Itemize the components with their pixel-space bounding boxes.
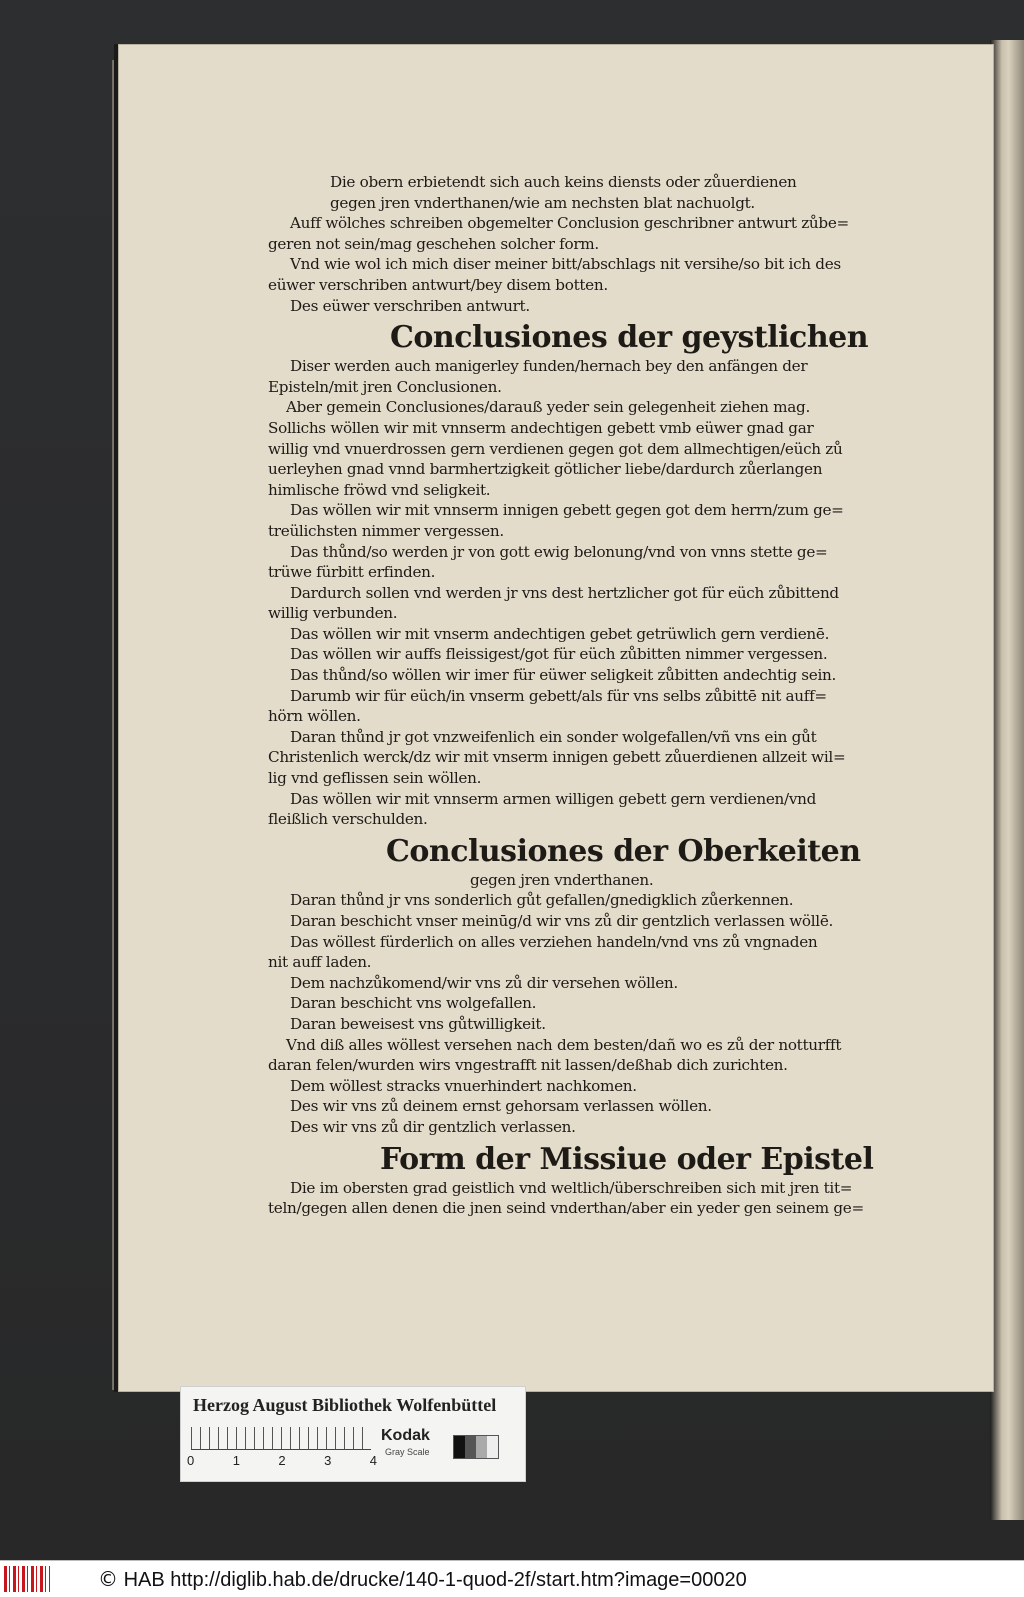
section-heading: Form der Missiue oder Epistel — [380, 1141, 874, 1177]
text-line: Dardurch sollen vnd werden jr vns dest hertzlicher got für eüch zůbittend — [290, 583, 839, 602]
text-line: eüwer verschriben antwurt/bey disem botten. — [268, 275, 608, 294]
text-line: Auff wölches schreiben obgemelter Conclusion geschribner antwurt zůbe= — [290, 214, 849, 233]
barcode-icon — [4, 1566, 50, 1592]
text-line: fleißlich verschulden. — [268, 810, 428, 829]
text-line: Des wir vns zů dir gentzlich verlassen. — [290, 1117, 576, 1136]
text-line: gegen jren vnderthanen/wie am nechsten blat nachuolgt. — [330, 193, 755, 212]
color-calibration-bar — [180, 1386, 526, 1482]
text-line: willig vnd vnuerdrossen gern verdienen gegen got dem allmechtigen/eüch zů — [268, 439, 843, 458]
text-line: teln/gegen allen denen die jnen seind vnderthan/aber ein yeder gen seinem ge= — [268, 1199, 864, 1218]
text-line: nit auff laden. — [268, 953, 372, 972]
scale-number: 3 — [324, 1453, 332, 1468]
text-line: himlische fröwd vnd seligkeit. — [268, 480, 491, 499]
text-line: Daran beschicht vnser meinūg/d wir vns zů dir gentzlich verlassen wöllē. — [290, 912, 834, 930]
text-line: Christenlich werck/dz wir mit vnserm innigen gebett zůuerdienen allzeit wil= — [268, 748, 846, 767]
text-line: Die obern erbietendt sich auch keins diensts oder zůuerdienen — [330, 173, 797, 191]
text-line: Das wöllen wir mit vnnserm innigen gebett gegen got dem herrn/zum ge= — [290, 501, 844, 520]
footer-url[interactable]: HAB http://diglib.hab.de/drucke/140-1-quod-2f/start.htm?image=00020 — [123, 1569, 747, 1591]
text-line: Episteln/mit jren Conclusionen. — [268, 377, 502, 396]
text-line: treülichsten nimmer vergessen. — [268, 521, 504, 540]
text-line: Das wöllen wir mit vnserm andechtigen gebet getrüwlich gern verdienē. — [290, 624, 830, 643]
scale-number: 0 — [187, 1453, 195, 1468]
text-line: Das thůnd/so wöllen wir imer für eüwer seligkeit zůbitten andechtig sein. — [290, 666, 837, 685]
text-line: Des wir vns zů deinem ernst gehorsam verlassen wöllen. — [290, 1097, 712, 1116]
text-line: willig verbunden. — [268, 604, 398, 623]
text-line: lig vnd geflissen sein wöllen. — [268, 769, 482, 788]
text-line: Das wöllest fürderlich on alles verziehen handeln/vnd vns zů vngnaden — [290, 932, 818, 951]
kodak-logo: Kodak — [381, 1427, 430, 1444]
text-line: daran felen/wurden wirs vngestrafft nit lassen/deßhab dich zurichten. — [268, 1056, 788, 1075]
text-line: Darumb wir für eüch/in vnserm gebett/als für vns selbs zůbittē nit auff= — [290, 686, 827, 705]
text-line: Aber gemein Conclusiones/darauß yeder sein gelegenheit ziehen mag. — [286, 398, 810, 417]
text-line: Das thůnd/so werden jr von gott ewig belonung/vnd von vnns stette ge= — [290, 542, 828, 561]
text-line: Vnd wie wol ich mich diser meiner bitt/abschlags nit versihe/so bit ich des — [290, 255, 841, 274]
scale-number: 4 — [369, 1453, 377, 1468]
section-heading: Conclusiones der geystlichen — [390, 320, 869, 356]
section-subheading: gegen jren vnderthanen. — [470, 870, 654, 889]
text-line: Daran beweisest vns gůtwilligkeit. — [290, 1014, 546, 1033]
text-line: Des eüwer verschriben antwurt. — [290, 296, 530, 315]
scale-ruler — [191, 1427, 371, 1450]
gray-swatch — [453, 1435, 499, 1459]
library-name: Herzog August Bibliothek Wolfenbüttel — [193, 1395, 497, 1415]
text-line: Daran beschicht vns wolgefallen. — [290, 994, 537, 1013]
text-line: trüwe fürbitt erfinden. — [268, 563, 436, 582]
text-line: Diser werden auch manigerley funden/hernach bey den anfängen der — [290, 357, 808, 376]
scale-numbers — [187, 1453, 377, 1468]
adjacent-page-edge — [990, 40, 1024, 1520]
text-line: Daran thůnd jr got vnzweifenlich ein sonder wolgefallen/vñ vns ein gůt — [290, 727, 817, 746]
text-line: Das wöllen wir mit vnnserm armen willigen gebett gern verdienen/vnd — [290, 789, 816, 808]
text-line: geren not sein/mag geschehen solcher form. — [268, 234, 599, 253]
scale-number: 1 — [232, 1453, 240, 1468]
text-line: Dem wöllest stracks vnuerhindert nachkomen. — [290, 1076, 637, 1095]
gray-scale-label: Gray Scale — [385, 1447, 430, 1457]
printed-text-block — [268, 172, 918, 1219]
text-line: hörn wöllen. — [268, 707, 361, 726]
text-line: Vnd diß alles wöllest versehen nach dem besten/dañ wo es zů der notturfft — [286, 1035, 842, 1054]
text-line: Daran thůnd jr vns sonderlich gůt gefallen/gnedigklich zůerkennen. — [290, 891, 794, 910]
text-line: Dem nachzůkomend/wir vns zů dir versehen wöllen. — [290, 973, 678, 992]
text-line: uerleyhen gnad vnnd barmhertzigkeit götlicher liebe/dardurch zůerlangen — [268, 460, 823, 479]
section-heading: Conclusiones der Oberkeiten — [386, 833, 861, 869]
text-line: Sollichs wöllen wir mit vnnserm andechtigen gebett vmb eüwer gnad gar — [268, 418, 814, 437]
footer-bar — [0, 1560, 1024, 1597]
scale-number: 2 — [278, 1453, 286, 1468]
text-line: Die im obersten grad geistlich vnd weltlich/überschreiben sich mit jren tit= — [290, 1178, 853, 1197]
copyright-icon: © — [98, 1567, 118, 1591]
text-line: Das wöllen wir auffs fleissigest/got für eüch zůbitten nimmer vergessen. — [290, 645, 828, 664]
footer-credit — [98, 1567, 747, 1592]
